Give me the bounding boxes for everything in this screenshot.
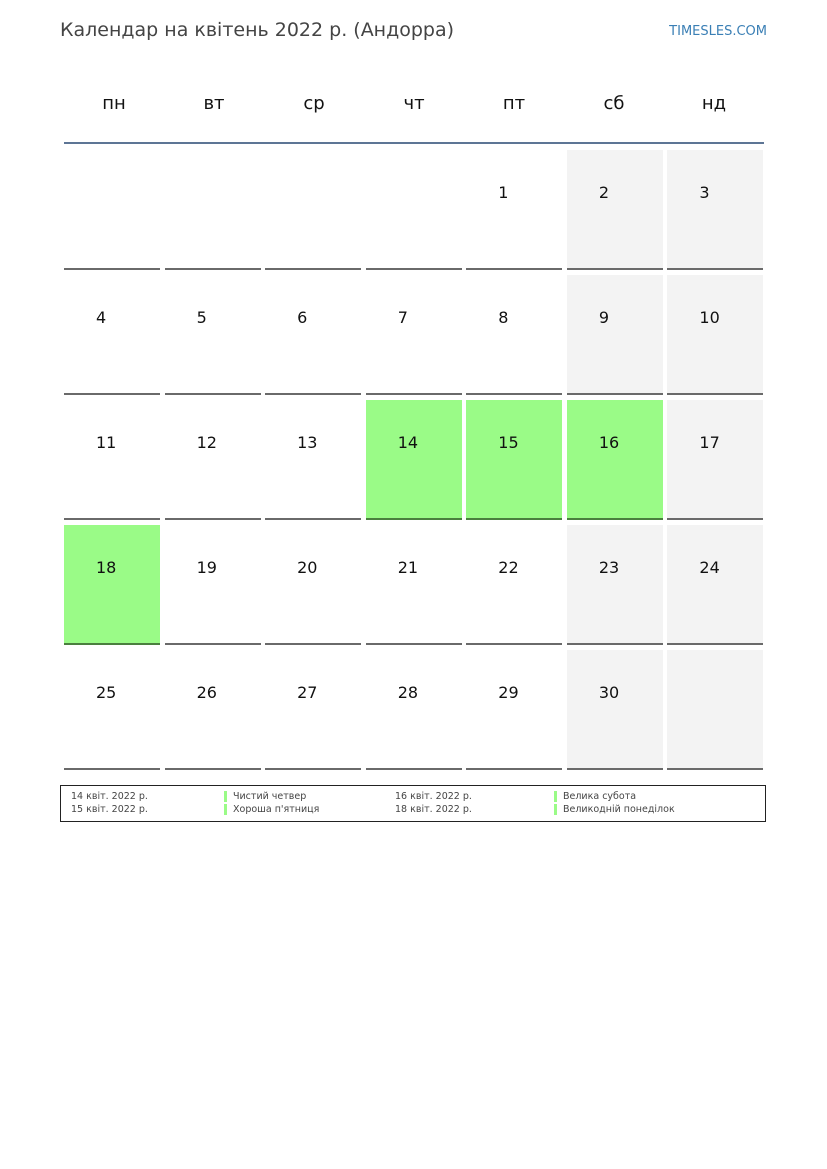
day-cell bbox=[265, 275, 361, 395]
day-number: 5 bbox=[196, 308, 207, 327]
day-cell bbox=[366, 525, 462, 645]
day-cell bbox=[466, 275, 562, 395]
weekday-fri: пт bbox=[502, 93, 526, 114]
page-title: Календар на квітень 2022 р. (Андорра) bbox=[60, 19, 455, 41]
weekday-wed: ср bbox=[303, 93, 325, 114]
day-cell bbox=[667, 400, 763, 520]
weekday-thu: чт bbox=[403, 93, 425, 114]
day-cell bbox=[64, 275, 160, 395]
day-cell bbox=[466, 400, 562, 520]
empty-day-cell bbox=[64, 150, 160, 270]
day-number: 10 bbox=[699, 308, 720, 327]
weekday-mon: пн bbox=[102, 93, 126, 114]
day-cell bbox=[667, 275, 763, 395]
day-cell bbox=[265, 400, 361, 520]
day-number: 3 bbox=[699, 183, 710, 202]
holiday-legend bbox=[60, 785, 766, 822]
day-number: 28 bbox=[397, 683, 419, 702]
day-cell bbox=[567, 275, 663, 395]
day-number: 16 bbox=[598, 433, 620, 452]
weekday-tue: вт bbox=[203, 93, 225, 114]
day-number: 7 bbox=[397, 308, 408, 327]
legend-holiday-name: Великодній понеділок bbox=[554, 804, 675, 815]
day-number: 29 bbox=[498, 683, 519, 702]
day-cell bbox=[165, 400, 261, 520]
day-number: 24 bbox=[699, 558, 720, 577]
day-number: 15 bbox=[498, 433, 519, 452]
day-number: 17 bbox=[699, 433, 720, 452]
day-number: 25 bbox=[96, 683, 117, 702]
day-number: 2 bbox=[598, 183, 610, 202]
day-number: 14 bbox=[397, 433, 419, 452]
weekday-header-row bbox=[64, 70, 764, 144]
day-cell bbox=[64, 525, 160, 645]
day-number: 1 bbox=[498, 183, 509, 202]
day-cell bbox=[667, 150, 763, 270]
day-number: 18 bbox=[96, 558, 117, 577]
day-cell bbox=[466, 525, 562, 645]
legend-holiday-name: Велика субота bbox=[554, 791, 636, 802]
day-number: 27 bbox=[297, 683, 318, 702]
day-cell bbox=[165, 525, 261, 645]
day-cell bbox=[165, 650, 261, 770]
empty-day-cell bbox=[667, 650, 763, 770]
day-number: 11 bbox=[96, 433, 117, 452]
day-number: 6 bbox=[297, 308, 308, 327]
site-link[interactable]: TIMESLES.COM bbox=[669, 24, 767, 39]
legend-date: 16 квіт. 2022 р. bbox=[395, 791, 472, 802]
day-number: 12 bbox=[196, 433, 217, 452]
legend-date: 14 квіт. 2022 р. bbox=[71, 791, 148, 802]
empty-day-cell bbox=[265, 150, 361, 270]
day-cell bbox=[265, 525, 361, 645]
day-number: 23 bbox=[598, 558, 620, 577]
day-cell bbox=[366, 650, 462, 770]
day-number: 21 bbox=[397, 558, 419, 577]
day-cell bbox=[165, 275, 261, 395]
day-number: 19 bbox=[196, 558, 217, 577]
day-number: 30 bbox=[598, 683, 620, 702]
legend-date: 15 квіт. 2022 р. bbox=[71, 804, 148, 815]
day-cell bbox=[567, 650, 663, 770]
day-number: 22 bbox=[498, 558, 519, 577]
day-number: 9 bbox=[598, 308, 610, 327]
legend-holiday-name: Хороша п'ятниця bbox=[224, 804, 319, 815]
day-cell bbox=[265, 650, 361, 770]
day-number: 13 bbox=[297, 433, 318, 452]
day-number: 26 bbox=[196, 683, 217, 702]
legend-date: 18 квіт. 2022 р. bbox=[395, 804, 472, 815]
empty-day-cell bbox=[165, 150, 261, 270]
empty-day-cell bbox=[366, 150, 462, 270]
legend-holiday-name: Чистий четвер bbox=[224, 791, 306, 802]
day-number: 4 bbox=[96, 308, 107, 327]
day-number: 20 bbox=[297, 558, 318, 577]
day-cell bbox=[667, 525, 763, 645]
day-cell bbox=[366, 400, 462, 520]
weekday-sat: сб bbox=[603, 93, 625, 114]
day-number: 8 bbox=[498, 308, 509, 327]
day-cell bbox=[466, 150, 562, 270]
day-cell bbox=[567, 150, 663, 270]
day-cell bbox=[567, 400, 663, 520]
weekday-sun: нд bbox=[701, 93, 727, 114]
calendar-grid bbox=[64, 70, 764, 702]
day-cell bbox=[64, 650, 160, 770]
day-cell bbox=[466, 650, 562, 770]
day-cell bbox=[64, 400, 160, 520]
day-cell bbox=[567, 525, 663, 645]
day-cell bbox=[366, 275, 462, 395]
